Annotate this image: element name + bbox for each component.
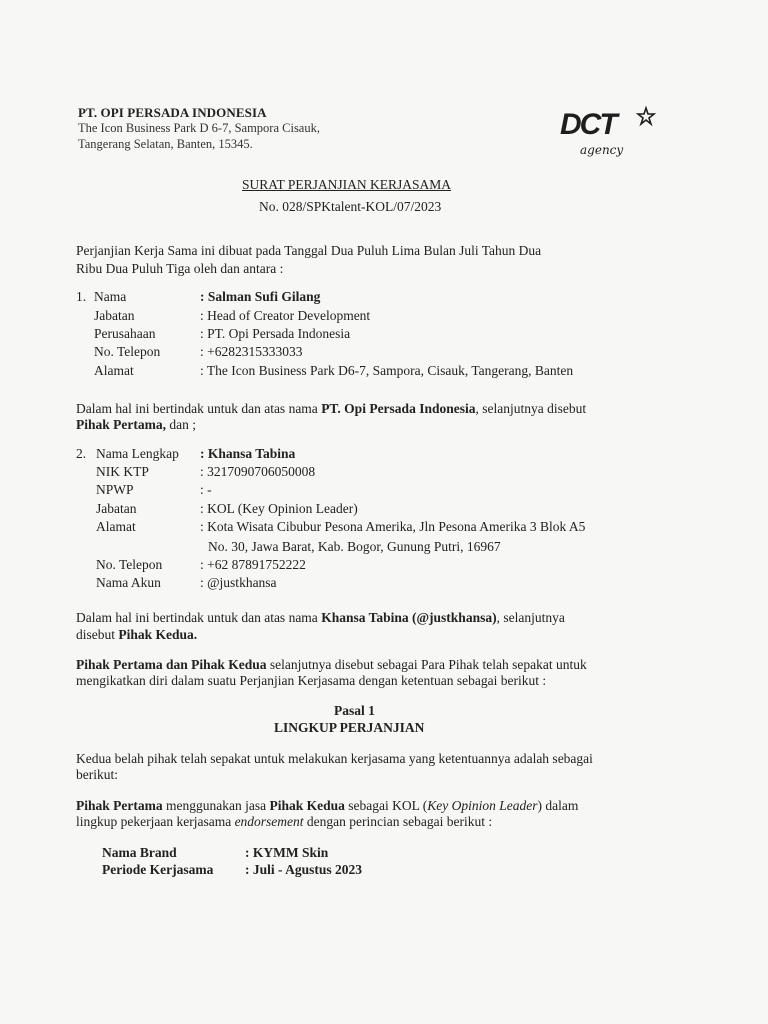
logo-letters: DCT (560, 108, 616, 141)
party2-field-label: Nama Lengkap (96, 446, 179, 461)
party1-company: PT. Opi Persada Indonesia (321, 401, 476, 416)
party1-field-label: Alamat (94, 363, 134, 378)
party1-number: 1. (76, 289, 87, 304)
party2-desc-text3: disebut (76, 627, 119, 642)
party2-field-value: : 3217090706050008 (200, 464, 316, 479)
party1-desc-text: Dalam hal ini bertindak untuk dan atas nama (76, 401, 322, 416)
document-number: No. 028/SPKtalent-KOL/07/2023 (259, 199, 442, 214)
party2-field-label: Nama Akun (96, 575, 161, 590)
party2-field-value: : KOL (Key Opinion Leader) (200, 501, 358, 516)
brand-detail-label: Periode Kerjasama (102, 862, 214, 877)
pasal1-para2-line2 (76, 813, 492, 831)
party2-field-value: : +62 87891752222 (200, 557, 306, 572)
pasal1-text4: lingkup pekerjaan kerjasama (76, 814, 235, 829)
endorsement-term: endorsement (234, 814, 304, 829)
party2-desc-line2 (76, 626, 197, 644)
intro-line-1: Perjanjian Kerja Sama ini dibuat pada Tanggal Dua Puluh Lima Bulan Juli Tahun Dua (76, 243, 542, 258)
party2-field-value: : - (200, 482, 212, 497)
party2-alias: Pihak Kedua. (118, 627, 198, 642)
party2-field-label: NPWP (96, 482, 134, 497)
agreement-text: selanjutnya disebut sebagai Para Pihak telah sepakat untuk (266, 657, 587, 672)
pasal1-text: menggunakan jasa (162, 798, 270, 813)
party1-desc-line2 (76, 416, 196, 434)
party1-field-label: Jabatan (94, 308, 135, 323)
brand-detail-value: : Juli - Agustus 2023 (245, 862, 363, 877)
party2-field-label: No. Telepon (96, 557, 163, 572)
party2-desc-text: Dalam hal ini bertindak untuk dan atas nama (76, 610, 322, 625)
company-address-line1: The Icon Business Park D 6-7, Sampora Cisauk, (78, 121, 320, 135)
party1-field-value: : +6282315333033 (200, 344, 303, 359)
dct-agency-logo (558, 104, 658, 160)
intro-line-2: Ribu Dua Puluh Tiga oleh dan antara : (76, 261, 284, 276)
pasal1-para1-line1: Kedua belah pihak telah sepakat untuk melakukan kerjasama yang ketentuannya adalah sebagai (76, 751, 593, 766)
pasal-heading: Pasal 1 (334, 703, 375, 718)
document-title: SURAT PERJANJIAN KERJASAMA (242, 177, 452, 192)
party1-desc-text2: , selanjutnya disebut (475, 401, 587, 416)
brand-detail-label: Nama Brand (102, 845, 177, 860)
pihak-pertama-ref: Pihak Pertama (76, 798, 163, 813)
party1-field-value: : PT. Opi Persada Indonesia (200, 326, 351, 341)
party1-desc-text3: dan ; (166, 417, 196, 432)
pasal1-text5: dengan perincian sebagai berikut : (303, 814, 493, 829)
party2-field-value: : @justkhansa (200, 575, 277, 590)
party1-field-label: Nama (94, 289, 127, 304)
party2-desc-line1 (76, 609, 565, 627)
company-address-line2: Tangerang Selatan, Banten, 15345. (78, 137, 253, 151)
brand-detail-value: : KYMM Skin (245, 845, 329, 860)
party1-field-value: : Head of Creator Development (200, 308, 371, 323)
agreement-line2: mengikatkan diri dalam suatu Perjanjian Kerjasama dengan ketentuan sebagai berikut : (76, 673, 547, 688)
party2-field-label: Jabatan (96, 501, 137, 516)
party2-field-value: No. 30, Jawa Barat, Kab. Bogor, Gunung Putri, 16967 (208, 539, 501, 554)
party2-field-label: Alamat (96, 519, 136, 534)
party2-desc-text2: , selanjutnya (496, 610, 565, 625)
pasal1-para1-line2: berikut: (76, 767, 118, 782)
party1-field-value: : Salman Sufi Gilang (200, 289, 321, 304)
party2-name: Khansa Tabina (@justkhansa) (321, 610, 497, 625)
party2-number: 2. (76, 446, 87, 461)
star-icon (638, 108, 654, 124)
pasal1-text2: sebagai KOL ( (344, 798, 428, 813)
party1-alias: Pihak Pertama, (76, 417, 166, 432)
party1-field-label: Perusahaan (94, 326, 156, 341)
logo-sub: agency (580, 143, 624, 157)
party2-field-label: NIK KTP (96, 464, 149, 479)
logo-graphic (558, 104, 658, 160)
party1-field-label: No. Telepon (94, 344, 161, 359)
party2-field-value: : Kota Wisata Cibubur Pesona Amerika, Jln Pesona Amerika 3 Blok A5 (200, 519, 586, 534)
company-name: PT. OPI PERSADA INDONESIA (78, 105, 267, 120)
pasal-subheading: LINGKUP PERJANJIAN (274, 720, 425, 735)
pasal1-text3: ) dalam (537, 798, 579, 813)
party2-field-value: : Khansa Tabina (200, 446, 296, 461)
kol-term: Key Opinion Leader (427, 798, 538, 813)
pihak-kedua-ref: Pihak Kedua (269, 798, 345, 813)
party1-field-value: : The Icon Business Park D6-7, Sampora, Cisauk, Tangerang, Banten (200, 363, 574, 378)
agreement-parties: Pihak Pertama dan Pihak Kedua (76, 657, 267, 672)
